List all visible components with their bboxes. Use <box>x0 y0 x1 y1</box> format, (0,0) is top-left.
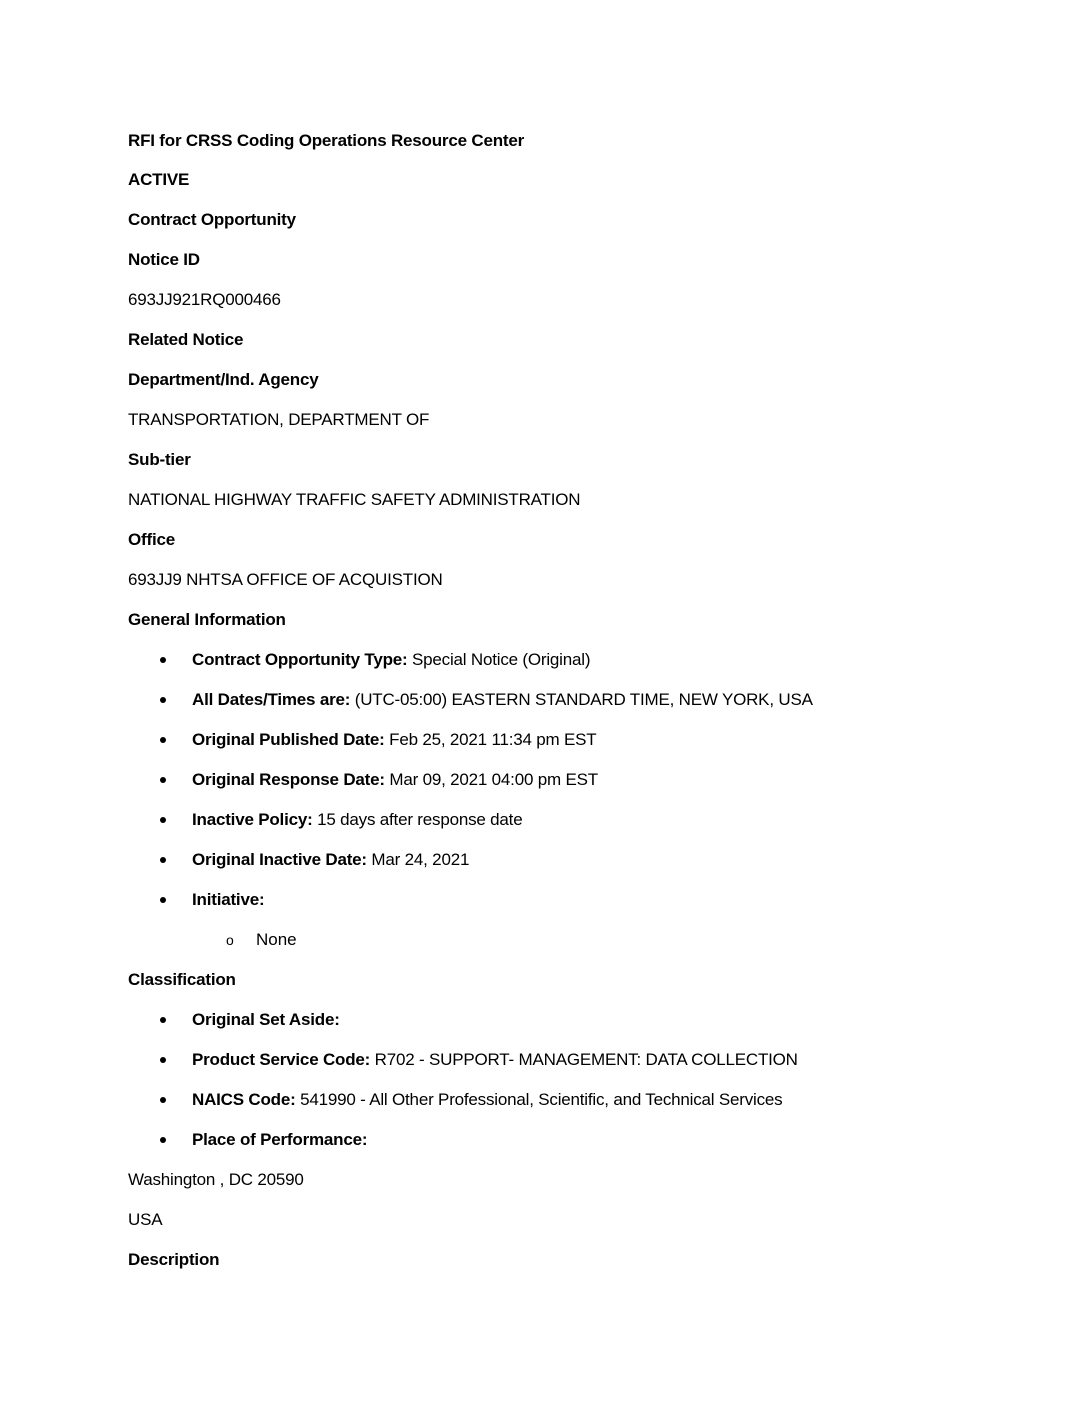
item-label: All Dates/Times are: <box>192 690 351 709</box>
classification-heading: Classification <box>128 970 236 989</box>
bullet-icon <box>160 697 166 703</box>
bullet-icon <box>160 857 166 863</box>
bullet-icon <box>160 1057 166 1063</box>
place-of-performance-city: Washington , DC 20590 <box>128 1170 304 1189</box>
department-value: TRANSPORTATION, DEPARTMENT OF <box>128 410 430 429</box>
item-value: 541990 - All Other Professional, Scientific, and Technical Services <box>295 1090 783 1109</box>
office-value: 693JJ9 NHTSA OFFICE OF ACQUISTION <box>128 570 443 589</box>
bullet-icon <box>160 1137 166 1143</box>
bullet-icon <box>160 737 166 743</box>
description-heading: Description <box>128 1250 220 1269</box>
bullet-icon <box>160 817 166 823</box>
subtier-value: NATIONAL HIGHWAY TRAFFIC SAFETY ADMINISTRATION <box>128 490 581 509</box>
bullet-icon <box>160 657 166 663</box>
subtier-label: Sub-tier <box>128 450 191 469</box>
bullet-icon <box>160 1097 166 1103</box>
type-heading: Contract Opportunity <box>128 210 296 229</box>
bullet-icon <box>160 897 166 903</box>
general-information-heading: General Information <box>128 610 286 629</box>
item-label: Original Inactive Date: <box>192 850 367 869</box>
item-value: (UTC-05:00) EASTERN STANDARD TIME, NEW YORK, USA <box>350 690 813 709</box>
item-label: Initiative: <box>192 890 265 909</box>
notice-id-label: Notice ID <box>128 250 200 269</box>
item-value: 15 days after response date <box>312 810 523 829</box>
status-label: ACTIVE <box>128 170 190 189</box>
item-label: Contract Opportunity Type: <box>192 650 408 669</box>
item-value: Mar 24, 2021 <box>366 850 470 869</box>
item-label: Original Set Aside: <box>192 1010 340 1029</box>
item-value: Feb 25, 2021 11:34 pm EST <box>384 730 597 749</box>
item-label: Product Service Code: <box>192 1050 371 1069</box>
bullet-icon <box>160 777 166 783</box>
related-notice-label: Related Notice <box>128 330 244 349</box>
initiative-value: None <box>256 930 297 949</box>
place-of-performance-country: USA <box>128 1210 163 1229</box>
item-label: Original Response Date: <box>192 770 385 789</box>
item-value: Mar 09, 2021 04:00 pm EST <box>384 770 598 789</box>
bullet-icon <box>160 1017 166 1023</box>
item-label: NAICS Code: <box>192 1090 296 1109</box>
item-value: Special Notice (Original) <box>407 650 591 669</box>
item-label: Original Published Date: <box>192 730 385 749</box>
department-label: Department/Ind. Agency <box>128 370 319 389</box>
item-label: Place of Performance: <box>192 1130 368 1149</box>
item-label: Inactive Policy: <box>192 810 313 829</box>
notice-id-value: 693JJ921RQ000466 <box>128 290 281 309</box>
notice-title: RFI for CRSS Coding Operations Resource Center <box>128 131 525 150</box>
circle-bullet-icon: o <box>226 932 234 948</box>
office-label: Office <box>128 530 175 549</box>
item-value: R702 - SUPPORT- MANAGEMENT: DATA COLLECTION <box>370 1050 798 1069</box>
